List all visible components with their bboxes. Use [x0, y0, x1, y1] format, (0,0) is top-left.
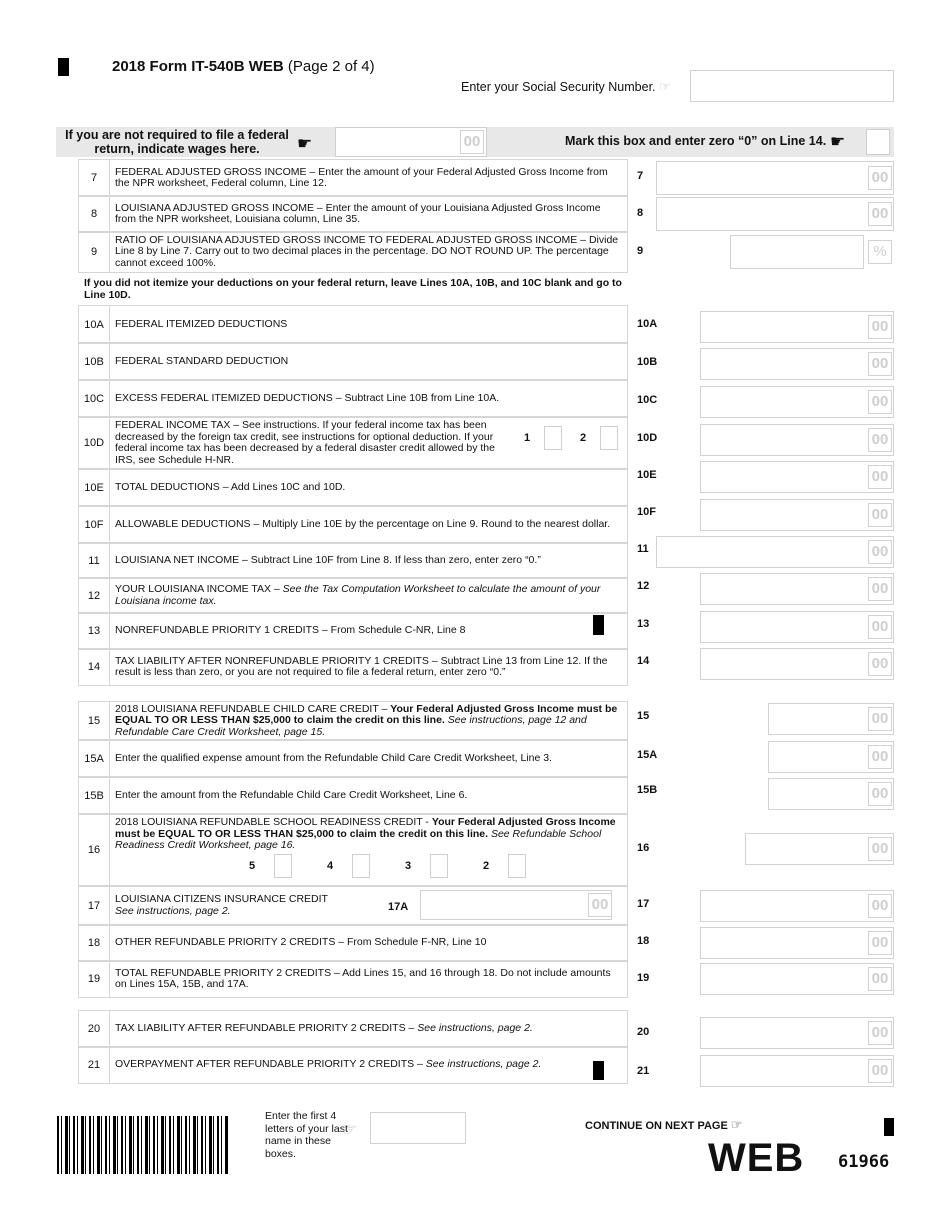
line-row-15 [78, 701, 628, 741]
line-number: 10D [79, 417, 110, 469]
page-label: (Page 2 of 4) [287, 58, 375, 75]
line-10-instructions: If you did not itemize your deductions on your federal return, leave Lines 10A, 10B, and 10C blank and go to Line 10D. [84, 277, 622, 301]
line-description: ALLOWABLE DEDUCTIONS – Multiply Line 10E by the percentage on Line 9. Round to the nearest dollar. [115, 517, 611, 530]
line-17-cents: 00 [868, 894, 892, 918]
line-10f-input[interactable] [700, 499, 894, 531]
barcode [57, 1116, 229, 1174]
line-label-10d: 10D [637, 432, 658, 444]
line-19-cents: 00 [868, 967, 892, 991]
line-13-cents: 00 [868, 615, 892, 639]
wages-banner-label: If you are not required to file a federal return, indicate wages here. [65, 128, 289, 156]
black-marker [593, 615, 604, 635]
mark-box-label: Mark this box and enter zero “0” on Line 14. [565, 134, 827, 148]
line-17a-cents: 00 [588, 893, 612, 917]
line-7-input[interactable] [656, 161, 894, 195]
pointing-hand-icon: ☞ [342, 1120, 358, 1139]
line-number: 17 [79, 886, 110, 925]
line-14-cents: 00 [868, 652, 892, 676]
line-label-13: 13 [637, 618, 650, 630]
form-title: 2018 Form IT-540B WEB [112, 58, 284, 75]
line-label-14: 14 [637, 655, 650, 667]
line-description: FEDERAL ADJUSTED GROSS INCOME – Enter the amount of your Federal Adjusted Gross Income from the NPR worksheet, Federal column, Line 12. [115, 165, 608, 189]
line-number: 10B [79, 343, 110, 380]
line-row-10a [78, 305, 628, 344]
line-row-12 [78, 577, 628, 614]
line-description: EXCESS FEDERAL ITEMIZED DEDUCTIONS – Subtract Line 10B from Line 10A. [115, 391, 500, 404]
line-label-21: 21 [637, 1065, 650, 1077]
line-10b-cents: 00 [868, 352, 892, 376]
line-10a-input[interactable] [700, 311, 894, 343]
line-description: TOTAL REFUNDABLE PRIORITY 2 CREDITS – Add Lines 15, and 16 through 18. Do not include amounts on Lines 15A, 15B, and 17A. [115, 966, 611, 990]
line-10c-input[interactable] [700, 386, 894, 418]
line-description: Enter the amount from the Refundable Child Care Credit Worksheet, Line 6. [115, 788, 468, 801]
line-9-input[interactable] [730, 235, 864, 269]
line-10d-option-1-label: 1 [524, 432, 531, 444]
line-16-option-2-box[interactable] [508, 854, 526, 878]
line-13-input[interactable] [700, 611, 894, 643]
line-16-option-2-label: 2 [483, 860, 490, 872]
line-21-input[interactable] [700, 1055, 894, 1087]
line-row-7 [78, 159, 628, 197]
ssn-label: Enter your Social Security Number. ☞ [461, 79, 671, 94]
pointing-hand-icon: ☞ [730, 1117, 743, 1132]
line-description: TOTAL DEDUCTIONS – Add Lines 10C and 10D. [115, 480, 346, 493]
line-row-10e [78, 468, 628, 507]
line-number: 21 [79, 1047, 110, 1083]
line-10d-cents: 00 [868, 428, 892, 452]
line-label-15b: 15B [637, 784, 658, 796]
line-row-19 [78, 960, 628, 998]
line-10f-cents: 00 [868, 503, 892, 527]
pointing-hand-icon: ☛ [830, 132, 846, 151]
line-15-cents: 00 [868, 707, 892, 731]
line-number: 15B [79, 777, 110, 814]
line-row-10b [78, 342, 628, 381]
line-16-option-4-box[interactable] [352, 854, 370, 878]
line-number: 15 [79, 702, 110, 740]
line-description: Enter the qualified expense amount from the Refundable Child Care Credit Worksheet, Line 3. [115, 751, 552, 764]
mark-box-checkbox[interactable] [866, 129, 890, 155]
line-16-option-5-label: 5 [249, 860, 256, 872]
line-number: 16 [79, 814, 110, 886]
line-10d-option-1-box[interactable] [544, 426, 562, 450]
black-marker [593, 1061, 604, 1080]
line-9-percent: % [868, 240, 892, 264]
line-17a-input[interactable] [420, 890, 612, 920]
line-description: LOUISIANA ADJUSTED GROSS INCOME – Enter the amount of your Louisiana Adjusted Gross Income from the NPR worksheet, Louisiana column, Line 35. [115, 201, 601, 225]
line-row-10f [78, 505, 628, 544]
line-row-9 [78, 231, 628, 273]
line-row-21 [78, 1046, 628, 1084]
line-20-cents: 00 [868, 1021, 892, 1045]
line-7-cents: 00 [868, 166, 892, 190]
line-row-15a [78, 739, 628, 778]
line-label-15a: 15A [637, 749, 658, 761]
line-label-15: 15 [637, 710, 650, 722]
line-label-8: 8 [637, 207, 644, 219]
line-description: FEDERAL STANDARD DEDUCTION [115, 354, 289, 367]
pointing-hand-icon: ☞ [659, 79, 671, 94]
line-description: OTHER REFUNDABLE PRIORITY 2 CREDITS – From Schedule F-NR, Line 10 [115, 936, 487, 949]
line-description: RATIO OF LOUISIANA ADJUSTED GROSS INCOME TO FEDERAL ADJUSTED GROSS INCOME – Divide Line 8 by Line 7. Carry out to two decimal places in the percentage. DO NOT ROUND UP. The percentage cannot exceed 100%. [115, 233, 619, 269]
line-label-16: 16 [637, 842, 650, 854]
line-10d-option-2-box[interactable] [600, 426, 618, 450]
line-description: 2018 LOUISIANA REFUNDABLE CHILD CARE CREDIT – Your Federal Adjusted Gross Income must be EQUAL TO OR LESS THAN $25,000 to claim the credit on this line. See instructions, page 12 and Refundable Care Credit Worksheet, page 15. [115, 702, 618, 738]
line-14-input[interactable] [700, 648, 894, 680]
line-number: 9 [79, 232, 110, 272]
line-18-input[interactable] [700, 927, 894, 959]
line-number: 19 [79, 961, 110, 997]
line-description: TAX LIABILITY AFTER NONREFUNDABLE PRIORITY 1 CREDITS – Subtract Line 13 from Line 12. If the result is less than zero, or you are not required to file a federal return, enter zero “0.” [115, 654, 608, 678]
line-number: 13 [79, 613, 110, 649]
line-description: OVERPAYMENT AFTER REFUNDABLE PRIORITY 2 CREDITS – See instructions, page 2. [115, 1058, 542, 1071]
line-row-11 [78, 542, 628, 579]
line-number: 11 [79, 543, 110, 578]
line-label-20: 20 [637, 1026, 650, 1038]
line-21-cents: 00 [868, 1059, 892, 1083]
line-16-cents: 00 [868, 837, 892, 861]
line-description: TAX LIABILITY AFTER REFUNDABLE PRIORITY 2 CREDITS – See instructions, page 2. [115, 1022, 533, 1035]
line-19-input[interactable] [700, 963, 894, 995]
line-8-input[interactable] [656, 197, 894, 231]
line-number: 10E [79, 469, 110, 506]
line-description: FEDERAL ITEMIZED DEDUCTIONS [115, 317, 288, 330]
line-number: 7 [79, 160, 110, 196]
line-label-12: 12 [637, 580, 650, 592]
line-10c-cents: 00 [868, 390, 892, 414]
line-row-10c [78, 379, 628, 418]
line-number: 14 [79, 649, 110, 685]
line-row-14 [78, 648, 628, 686]
pointing-hand-icon: ☛ [297, 134, 313, 153]
last-name-input[interactable] [370, 1112, 466, 1144]
continue-label: CONTINUE ON NEXT PAGE ☞ [585, 1117, 743, 1132]
line-16-option-3-box[interactable] [430, 854, 448, 878]
line-label-9: 9 [637, 245, 644, 257]
line-label-18: 18 [637, 935, 650, 947]
line-number: 18 [79, 925, 110, 961]
line-10a-cents: 00 [868, 315, 892, 339]
line-20-input[interactable] [700, 1017, 894, 1049]
line-description: YOUR LOUISIANA INCOME TAX – See the Tax Computation Worksheet to calculate the amount of your Louisiana income tax. [115, 583, 601, 607]
line-description: FEDERAL INCOME TAX – See instructions. If your federal income tax has been decreased by the foreign tax credit, see instructions for optional deduction. If your federal income tax has been decreased by a federal disaster credit allowed by the IRS, see Schedule H-NR. [115, 419, 495, 466]
line-number: 15A [79, 740, 110, 777]
line-11-input[interactable] [656, 536, 894, 568]
line-label-17: 17 [637, 898, 650, 910]
line-label-19: 19 [637, 972, 650, 984]
line-number: 10C [79, 380, 110, 417]
line-number: 12 [79, 578, 110, 613]
line-17a-label: 17A [388, 901, 409, 913]
line-label-10f: 10F [637, 506, 656, 518]
line-12-input[interactable] [700, 573, 894, 605]
line-10e-cents: 00 [868, 465, 892, 489]
line-number: 20 [79, 1011, 110, 1047]
form-code: 61966 [838, 1152, 890, 1172]
line-label-10e: 10E [637, 469, 657, 481]
line-11-cents: 00 [868, 540, 892, 564]
line-number: 8 [79, 196, 110, 232]
line-12-cents: 00 [868, 577, 892, 601]
ssn-input[interactable] [690, 70, 894, 102]
line-row-8 [78, 195, 628, 233]
line-10b-input[interactable] [700, 348, 894, 380]
line-label-7: 7 [637, 170, 644, 182]
line-15b-cents: 00 [868, 782, 892, 806]
line-label-11: 11 [637, 543, 649, 555]
registration-mark-bottom-right [884, 1118, 894, 1136]
line-16-option-5-box[interactable] [274, 854, 292, 878]
line-16-option-4-label: 4 [327, 860, 334, 872]
line-description: NONREFUNDABLE PRIORITY 1 CREDITS – From Schedule C-NR, Line 8 [115, 624, 466, 637]
line-description: LOUISIANA CITIZENS INSURANCE CREDIT See instructions, page 2. [115, 893, 328, 917]
line-15a-cents: 00 [868, 745, 892, 769]
line-16-option-3-label: 3 [405, 860, 412, 872]
line-row-18 [78, 924, 628, 962]
registration-mark-top-left [58, 58, 69, 76]
last-name-instructions: Enter the first 4 letters of your last name in these boxes. [265, 1110, 348, 1160]
form-title-block [112, 58, 375, 75]
line-row-20 [78, 1010, 628, 1048]
line-row-13 [78, 612, 628, 650]
line-row-15b [78, 776, 628, 815]
line-label-10b: 10B [637, 356, 658, 368]
line-label-10c: 10C [637, 394, 658, 406]
line-description: 2018 LOUISIANA REFUNDABLE SCHOOL READINESS CREDIT - Your Federal Adjusted Gross Income must be EQUAL TO OR LESS THAN $25,000 to claim the credit on this line. See Refundable School Readiness Credit Worksheet, page 16. [115, 816, 616, 851]
line-number: 10A [79, 306, 110, 343]
line-10e-input[interactable] [700, 461, 894, 493]
line-description: LOUISIANA NET INCOME – Subtract Line 10F from Line 8. If less than zero, enter zero “0.” [115, 553, 541, 566]
line-8-cents: 00 [868, 202, 892, 226]
line-18-cents: 00 [868, 931, 892, 955]
line-10d-option-2-label: 2 [580, 432, 587, 444]
web-label: WEB [708, 1136, 805, 1180]
line-label-10a: 10A [637, 318, 658, 330]
line-17-input[interactable] [700, 890, 894, 922]
wages-cents: 00 [460, 130, 484, 154]
line-10d-input[interactable] [700, 424, 894, 456]
line-number: 10F [79, 506, 110, 543]
